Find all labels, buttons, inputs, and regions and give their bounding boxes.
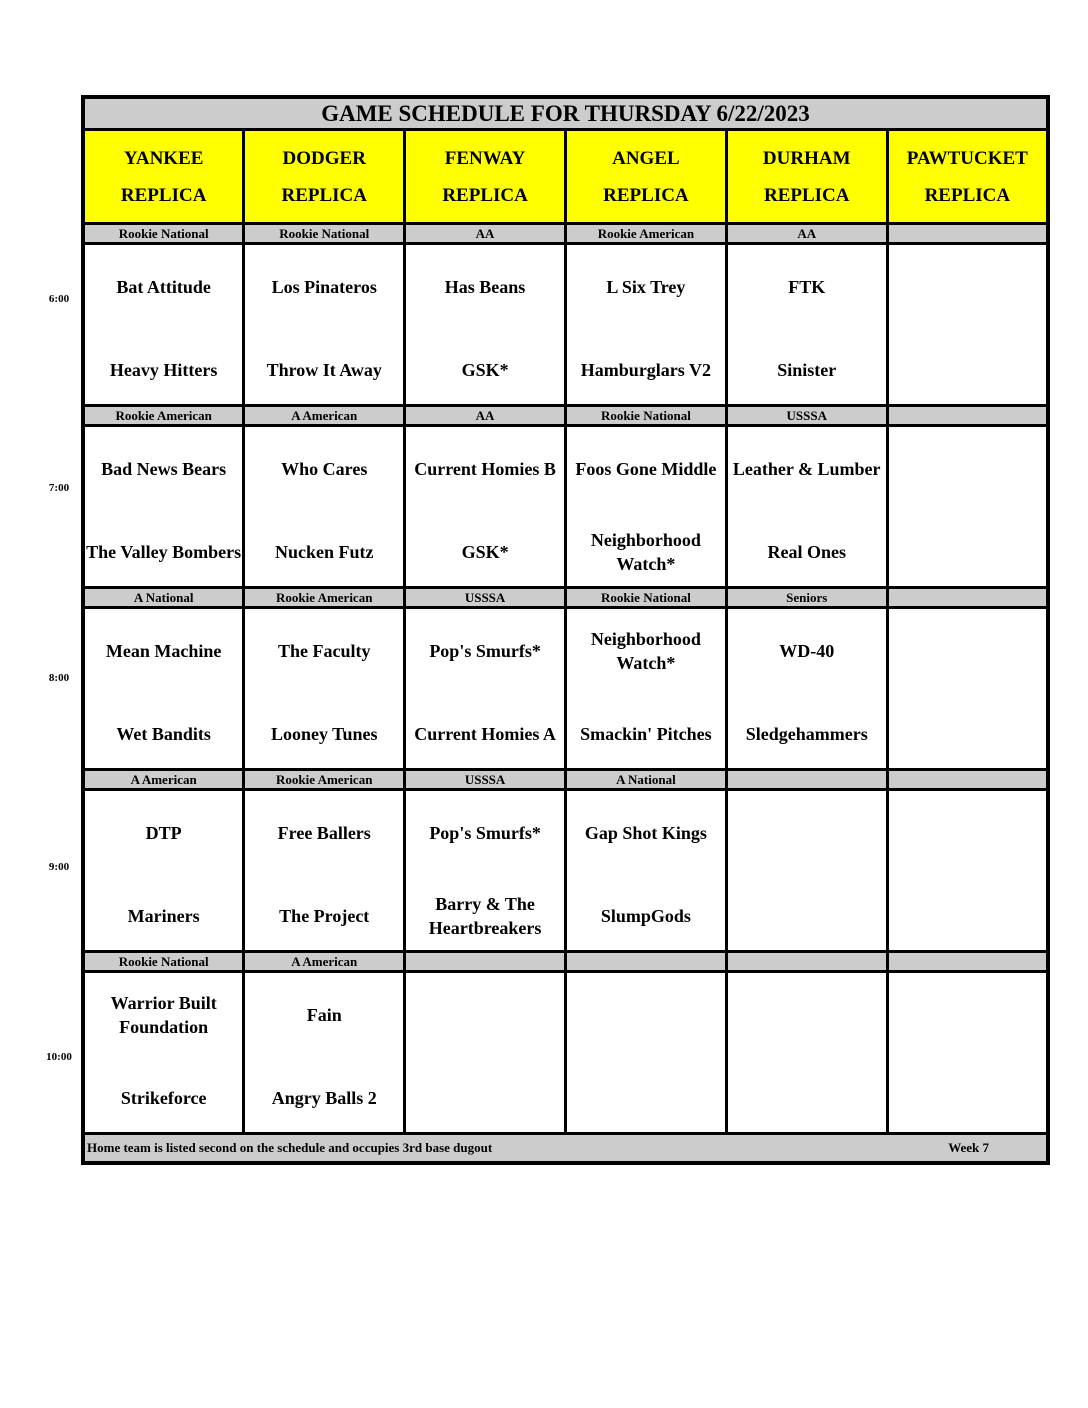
- away-team: Warrior Built Foundation: [110, 993, 217, 1037]
- game-cell: [244, 790, 405, 952]
- division-label: A American: [83, 770, 244, 790]
- week-label: Week 7: [948, 1140, 989, 1155]
- game-cell: [244, 426, 405, 588]
- field-header-durham: [726, 130, 887, 224]
- game-cell: [244, 244, 405, 406]
- away-team: [728, 803, 886, 863]
- game-row: [83, 972, 1048, 1134]
- division-label: [405, 952, 566, 972]
- game-cell: [565, 426, 726, 588]
- away-team: Current Homies B: [414, 459, 556, 479]
- game-cell: [726, 426, 887, 588]
- footer-cell: [83, 1134, 1048, 1164]
- time-slot-label: 9:00: [48, 861, 70, 873]
- division-label: [726, 952, 887, 972]
- home-team: [889, 1068, 1046, 1128]
- game-row: [83, 426, 1048, 588]
- home-team: [728, 1068, 886, 1128]
- away-team: Who Cares: [281, 459, 368, 479]
- division-label: A National: [565, 770, 726, 790]
- away-team: [567, 985, 725, 1045]
- away-team: Leather & Lumber: [732, 459, 881, 479]
- game-row: [83, 790, 1048, 952]
- home-team: Angry Balls 2: [271, 1088, 377, 1108]
- division-label: [887, 770, 1048, 790]
- away-team: [889, 985, 1046, 1045]
- field-subtitle: REPLICA: [924, 184, 1011, 206]
- game-row: [83, 608, 1048, 770]
- game-cell: [565, 972, 726, 1134]
- title-row: [83, 97, 1048, 130]
- field-name: YANKEE: [123, 147, 204, 169]
- home-team: Hamburglars V2: [580, 360, 711, 380]
- home-team: Heavy Hitters: [109, 360, 218, 380]
- time-slot-label: 8:00: [48, 672, 70, 684]
- away-team: [406, 985, 564, 1045]
- home-team: [889, 340, 1046, 400]
- home-team: Nucken Futz: [274, 542, 374, 562]
- game-cell: [726, 790, 887, 952]
- division-label: A National: [83, 588, 244, 608]
- division-row: [83, 952, 1048, 972]
- field-header-angel: [565, 130, 726, 224]
- home-team: Smackin' Pitches: [580, 724, 712, 744]
- away-team: Los Pinateros: [271, 277, 377, 297]
- division-label: Rookie National: [565, 588, 726, 608]
- away-team: Pop's Smurfs*: [429, 823, 541, 843]
- division-label: Rookie National: [83, 952, 244, 972]
- field-header-pawtucket: [887, 130, 1048, 224]
- field-name: ANGEL: [612, 147, 680, 169]
- division-label: Rookie National: [244, 224, 405, 244]
- home-team: Neighborhood Watch*: [590, 530, 701, 574]
- home-team: The Valley Bombers: [86, 542, 242, 562]
- home-team: Sledgehammers: [745, 724, 868, 744]
- away-team: FTK: [788, 277, 826, 297]
- home-team: Current Homies A: [414, 724, 556, 744]
- division-label: Rookie American: [565, 224, 726, 244]
- field-header-yankee: [83, 130, 244, 224]
- away-team: Foos Gone Middle: [575, 459, 717, 479]
- away-team: Pop's Smurfs*: [429, 641, 541, 661]
- field-name: DODGER: [282, 147, 366, 169]
- home-team: Throw It Away: [266, 360, 382, 380]
- division-row: [83, 224, 1048, 244]
- away-team: Bat Attitude: [116, 277, 211, 297]
- game-cell: [405, 426, 566, 588]
- game-cell: [887, 244, 1048, 406]
- division-label: Rookie National: [83, 224, 244, 244]
- game-cell: [887, 426, 1048, 588]
- game-cell: [405, 972, 566, 1134]
- away-team: [889, 257, 1046, 317]
- home-team: [889, 522, 1046, 582]
- game-cell: [887, 790, 1048, 952]
- game-cell: [244, 972, 405, 1134]
- away-team: The Faculty: [277, 641, 371, 661]
- schedule-title: GAME SCHEDULE FOR THURSDAY 6/22/2023: [83, 97, 1048, 130]
- footer-row: [83, 1134, 1048, 1164]
- division-label: USSSA: [405, 588, 566, 608]
- away-team: [889, 439, 1046, 499]
- game-cell: [565, 790, 726, 952]
- field-subtitle: REPLICA: [442, 184, 528, 206]
- game-cell: [83, 426, 244, 588]
- home-team: [889, 886, 1046, 946]
- game-cell: [83, 790, 244, 952]
- home-team: Strikeforce: [120, 1088, 207, 1108]
- home-team: GSK*: [461, 360, 509, 380]
- game-cell: [726, 244, 887, 406]
- away-team: Gap Shot Kings: [584, 823, 707, 843]
- division-label: AA: [405, 406, 566, 426]
- division-label: [726, 770, 887, 790]
- home-team: The Project: [279, 906, 370, 926]
- division-label: A American: [244, 406, 405, 426]
- division-label: Seniors: [726, 588, 887, 608]
- division-row: [83, 406, 1048, 426]
- division-row: [83, 770, 1048, 790]
- division-label: Rookie American: [83, 406, 244, 426]
- field-header-dodger: [244, 130, 405, 224]
- home-team: GSK*: [461, 542, 509, 562]
- game-row: [83, 244, 1048, 406]
- field-subtitle: REPLICA: [603, 184, 689, 206]
- field-subtitle: REPLICA: [120, 184, 207, 206]
- division-label: [887, 224, 1048, 244]
- division-label: Rookie American: [244, 770, 405, 790]
- time-slot-label: 10:00: [46, 1051, 72, 1063]
- home-team: [889, 704, 1046, 764]
- game-cell: [565, 244, 726, 406]
- game-cell: [887, 972, 1048, 1134]
- game-cell: [83, 972, 244, 1134]
- away-team: Bad News Bears: [101, 459, 227, 479]
- away-team: [889, 803, 1046, 863]
- game-cell: [405, 790, 566, 952]
- field-subtitle: REPLICA: [281, 184, 367, 206]
- division-label: AA: [726, 224, 887, 244]
- away-team: [728, 985, 886, 1045]
- game-cell: [726, 608, 887, 770]
- game-cell: [565, 608, 726, 770]
- division-label: Rookie National: [565, 406, 726, 426]
- footer-note: Home team is listed second on the schedule and occupies 3rd base dugout: [87, 1140, 493, 1155]
- division-label: USSSA: [405, 770, 566, 790]
- division-label: [887, 406, 1048, 426]
- home-team: [567, 1068, 725, 1128]
- field-name: PAWTUCKET: [906, 147, 1028, 169]
- home-team: [406, 1068, 564, 1128]
- schedule-table: [81, 95, 1050, 1165]
- division-label: A American: [244, 952, 405, 972]
- field-header-fenway: [405, 130, 566, 224]
- home-team: Barry & The Heartbreakers: [428, 894, 542, 938]
- away-team: DTP: [145, 823, 182, 843]
- division-label: Rookie American: [244, 588, 405, 608]
- field-name: DURHAM: [762, 147, 851, 169]
- away-team: Has Beans: [444, 277, 526, 297]
- home-team: SlumpGods: [600, 906, 691, 926]
- time-slot-label: 7:00: [48, 482, 70, 494]
- division-label: [565, 952, 726, 972]
- home-team: Wet Bandits: [116, 724, 211, 744]
- division-row: [83, 588, 1048, 608]
- division-label: [887, 588, 1048, 608]
- away-team: Free Ballers: [277, 823, 371, 843]
- home-team: [728, 886, 886, 946]
- division-label: [887, 952, 1048, 972]
- away-team: [889, 621, 1046, 681]
- field-name: FENWAY: [444, 147, 526, 169]
- game-cell: [887, 608, 1048, 770]
- home-team: Looney Tunes: [270, 724, 378, 744]
- home-team: Real Ones: [767, 542, 846, 562]
- division-label: USSSA: [726, 406, 887, 426]
- field-subtitle: REPLICA: [763, 184, 850, 206]
- away-team: Mean Machine: [105, 641, 222, 661]
- home-team: Sinister: [777, 360, 837, 380]
- away-team: Fain: [306, 1005, 342, 1025]
- away-team: L Six Trey: [606, 277, 686, 297]
- home-team: Mariners: [127, 906, 200, 926]
- game-cell: [726, 972, 887, 1134]
- away-team: Neighborhood Watch*: [590, 629, 701, 673]
- away-team: WD-40: [779, 641, 835, 661]
- field-header-row: [83, 130, 1048, 224]
- division-label: AA: [405, 224, 566, 244]
- game-cell: [244, 608, 405, 770]
- time-slot-label: 6:00: [48, 293, 70, 305]
- game-cell: [405, 608, 566, 770]
- game-cell: [83, 244, 244, 406]
- game-cell: [405, 244, 566, 406]
- game-cell: [83, 608, 244, 770]
